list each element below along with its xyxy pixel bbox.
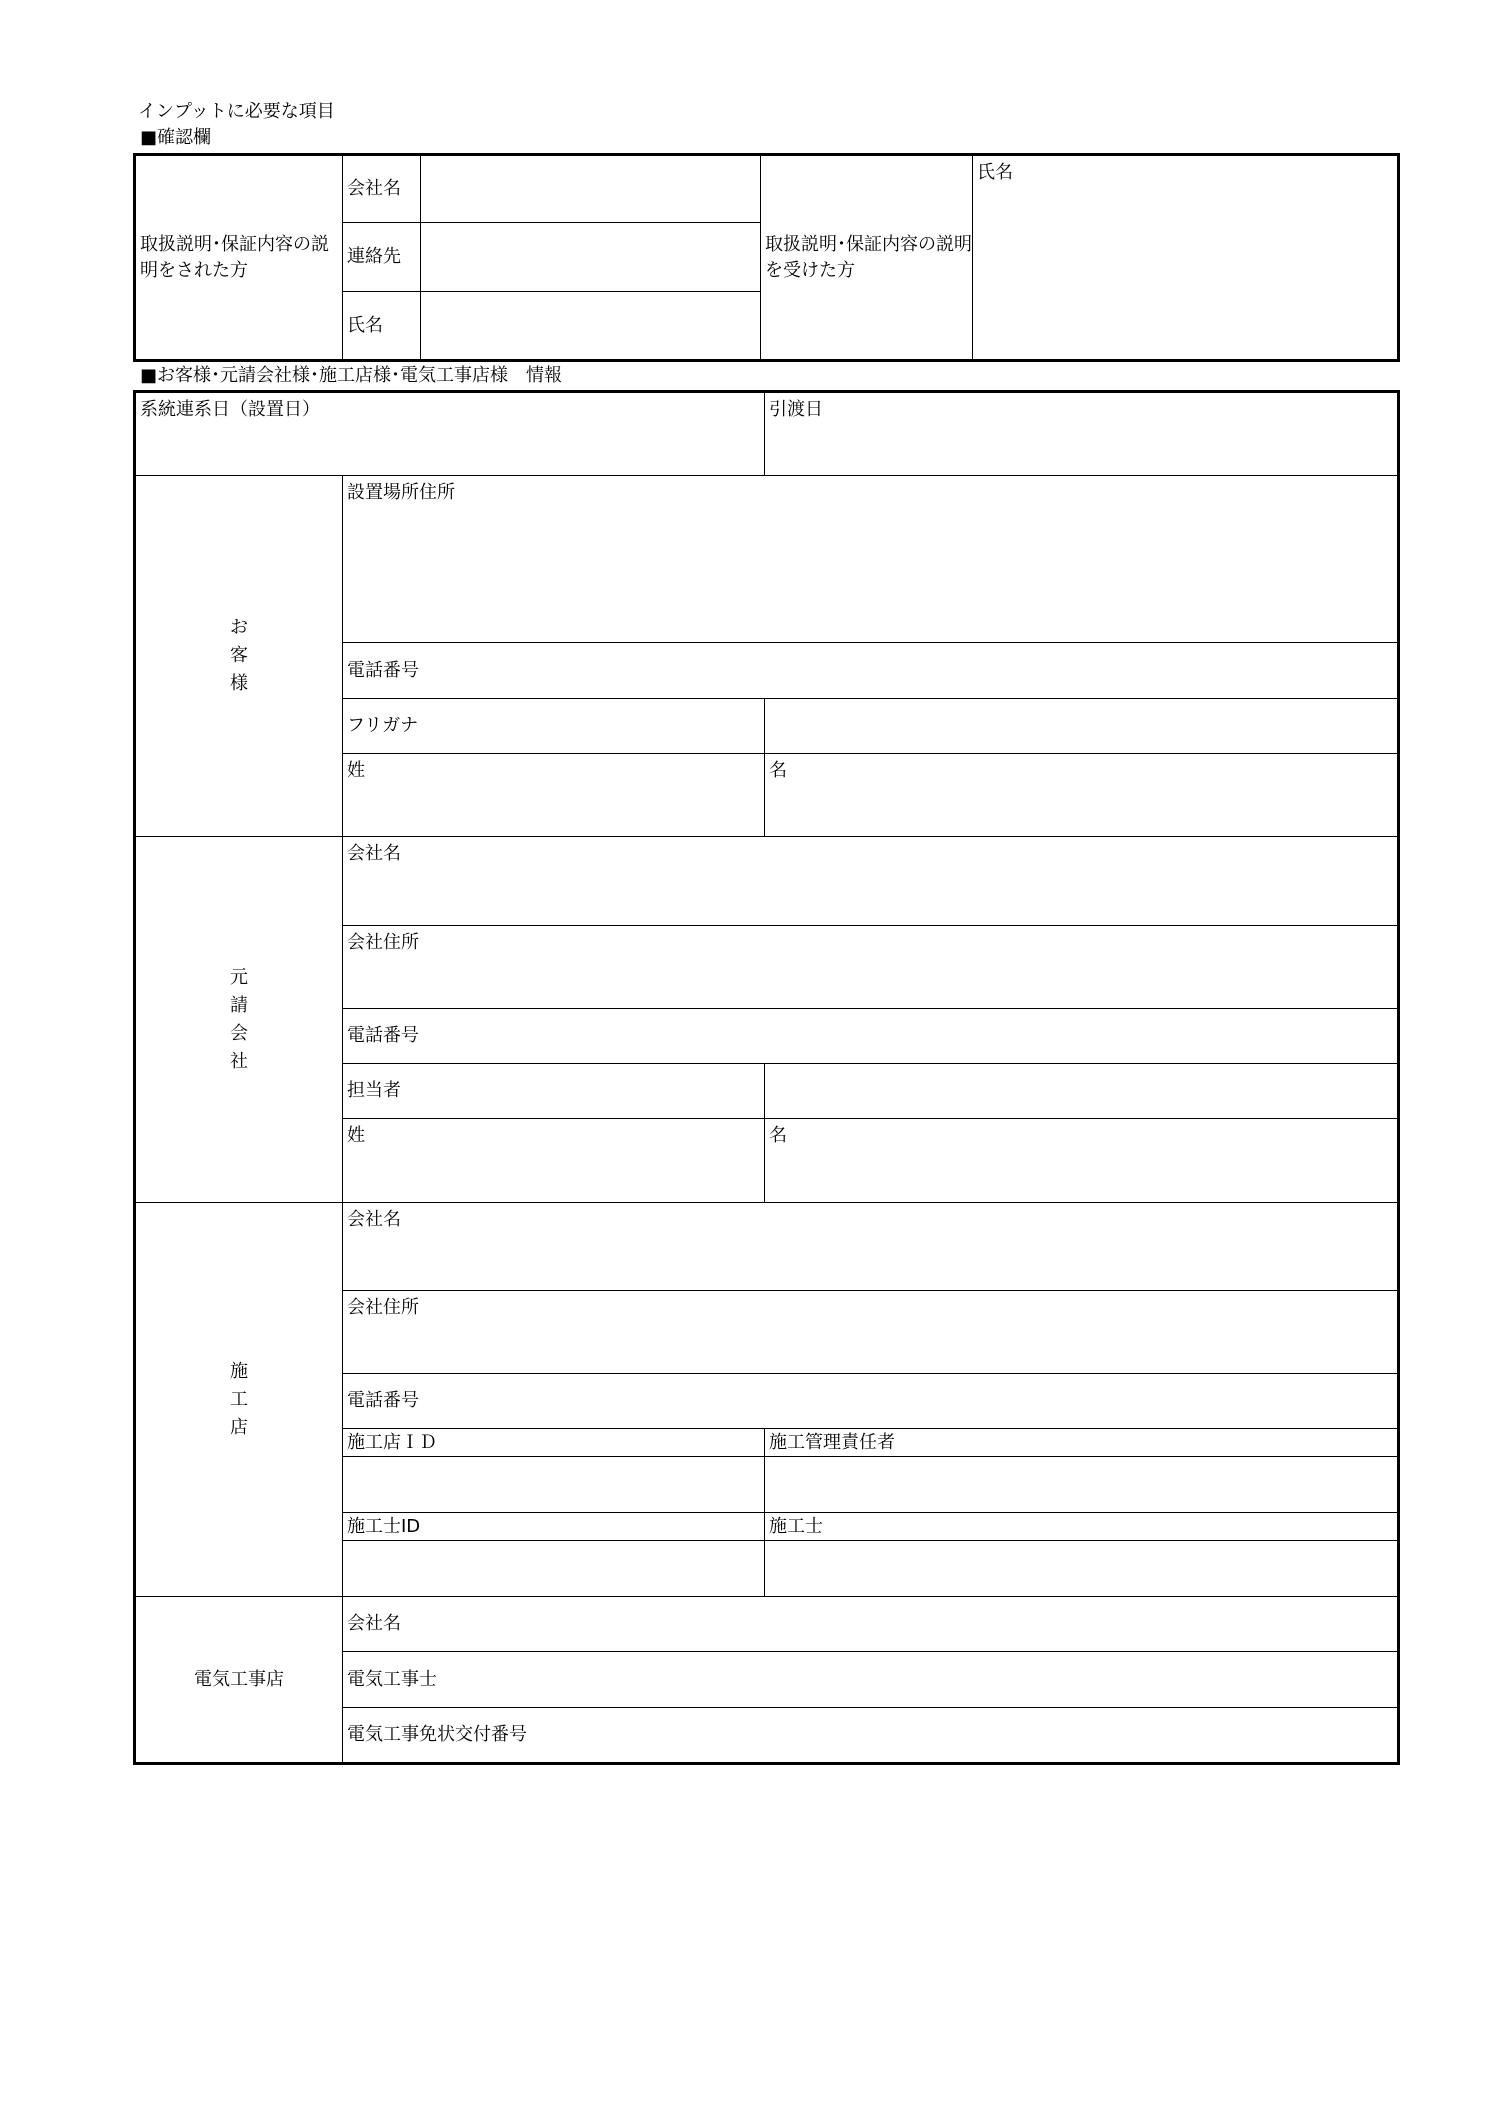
installer-worker-id-label: 施工士ID [343, 1513, 765, 1541]
installer-phone-label: 電話番号 [347, 1390, 419, 1411]
contractor-address-label: 会社住所 [347, 932, 419, 953]
installer-address-field[interactable] [343, 1291, 1399, 1374]
confirm-name-label: 氏名 [343, 292, 421, 361]
license-number-field[interactable] [343, 1708, 1399, 1764]
installer-phone-field[interactable] [343, 1374, 1399, 1429]
installer-worker-id-field[interactable] [343, 1541, 765, 1597]
customer-last-name-label: 姓 [347, 760, 365, 781]
contractor-phone-label: 電話番号 [347, 1025, 419, 1046]
electrical-company-field[interactable] [343, 1597, 1399, 1652]
contractor-section-label: 元請会社 [135, 837, 343, 1203]
contractor-last-name-label: 姓 [347, 1125, 365, 1146]
contractor-first-name-label: 名 [769, 1125, 787, 1146]
customer-first-name-label: 名 [769, 760, 787, 781]
installer-address-label: 会社住所 [347, 1297, 419, 1318]
confirm-name-field[interactable] [421, 292, 761, 361]
confirm-section-title: ■確認欄 [140, 127, 212, 148]
contractor-company-label: 会社名 [347, 843, 401, 864]
customer-section-label: お客様 [135, 476, 343, 837]
installer-worker-field[interactable] [765, 1541, 1399, 1597]
customer-phone-field[interactable] [343, 643, 1399, 699]
electrical-company-label: 会社名 [347, 1613, 401, 1634]
electrical-section-label: 電気工事店 [135, 1597, 343, 1764]
info-table [133, 390, 1400, 1765]
customer-last-name-field[interactable] [343, 754, 765, 837]
contractor-person-field[interactable] [765, 1064, 1399, 1119]
receiver-name-label: 氏名 [977, 162, 1013, 183]
license-number-label: 電気工事免状交付番号 [347, 1724, 527, 1745]
intro-caption: インプットに必要な項目 [138, 101, 335, 122]
confirm-company-field[interactable] [421, 155, 761, 223]
installer-section-label: 施工店 [135, 1203, 343, 1597]
customer-furigana-field[interactable] [765, 699, 1399, 754]
confirm-contact-label: 連絡先 [343, 223, 421, 292]
contractor-first-name-field[interactable] [765, 1119, 1399, 1203]
electrician-label: 電気工事士 [347, 1668, 437, 1690]
installer-company-label: 会社名 [347, 1209, 401, 1230]
confirm-contact-field[interactable] [421, 223, 761, 292]
grid-date-label: 系統連系日（設置日） [140, 399, 320, 420]
contractor-address-field[interactable] [343, 926, 1399, 1009]
installer-manager-field[interactable] [765, 1457, 1399, 1513]
handover-date-label: 引渡日 [769, 399, 823, 420]
customer-address-label: 設置場所住所 [347, 482, 455, 503]
installer-store-id-label: 施工店ＩＤ [343, 1429, 765, 1457]
info-section-title: ■お客様･元請会社様･施工店様･電気工事店様 情報 [140, 365, 563, 386]
installer-store-id-field[interactable] [343, 1457, 765, 1513]
electrician-field[interactable] [343, 1652, 1399, 1708]
contractor-last-name-field[interactable] [343, 1119, 765, 1203]
contractor-phone-field[interactable] [343, 1009, 1399, 1064]
confirm-table [133, 153, 1400, 362]
explainer-label: 取扱説明･保証内容の説明をされた方 [135, 155, 343, 361]
customer-phone-label: 電話番号 [347, 659, 419, 681]
installer-manager-label: 施工管理責任者 [765, 1429, 1399, 1457]
receiver-name-field[interactable] [973, 155, 1399, 361]
handover-date-field[interactable] [765, 392, 1399, 476]
contractor-company-field[interactable] [343, 837, 1399, 926]
customer-address-field[interactable] [343, 476, 1399, 643]
contractor-person-label: 担当者 [343, 1064, 765, 1119]
receiver-label: 取扱説明･保証内容の説明を受けた方 [761, 155, 973, 361]
customer-furigana-label: フリガナ [343, 699, 765, 754]
confirm-company-label: 会社名 [343, 155, 421, 223]
installer-worker-label: 施工士 [765, 1513, 1399, 1541]
installer-company-field[interactable] [343, 1203, 1399, 1291]
customer-first-name-field[interactable] [765, 754, 1399, 837]
grid-date-field[interactable] [135, 392, 765, 476]
